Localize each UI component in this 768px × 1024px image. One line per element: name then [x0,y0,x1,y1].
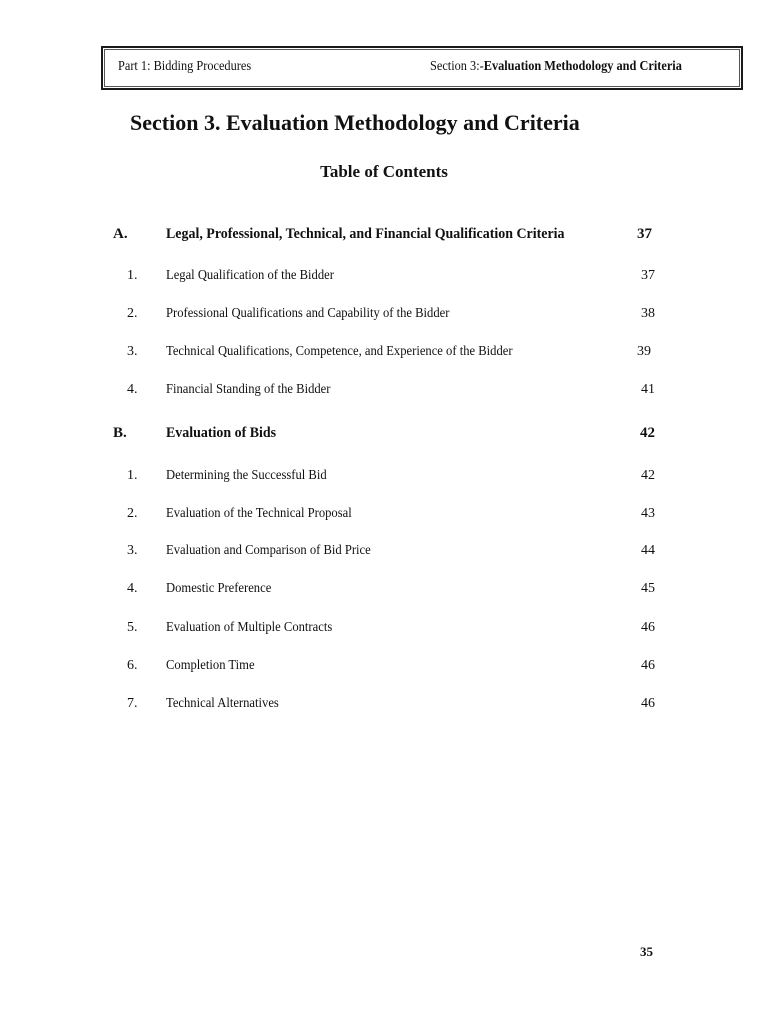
toc-item-page: 46 [641,658,655,673]
toc-item-title: Technical Alternatives [166,696,279,711]
toc-item-page: 46 [641,620,655,635]
toc-item-number: 2. [127,506,138,521]
toc-item-page: 42 [641,468,655,483]
toc-item-page: 46 [641,696,655,711]
toc-section-page: 37 [637,226,652,242]
header-section-prefix: Section 3:- [430,59,484,74]
toc-item-title: Professional Qualifications and Capability of the Bidder [166,306,450,321]
toc-item[interactable] [0,468,768,490]
toc-item-title: Evaluation of the Technical Proposal [166,506,352,521]
toc-item-number: 4. [127,382,138,397]
toc-item-number: 7. [127,696,138,711]
toc-section-page: 42 [640,425,655,441]
toc-item[interactable] [0,382,768,404]
header-section-title: Evaluation Methodology and Criteria [483,59,682,74]
toc-section-b[interactable] [0,425,768,447]
toc-section-title: Evaluation of Bids [166,425,277,441]
toc-section-title: Legal, Professional, Technical, and Financial Qualification Criteria [166,226,565,242]
toc-item[interactable] [0,306,768,328]
toc-item-number: 1. [127,468,138,483]
toc-item-title: Legal Qualification of the Bidder [166,268,334,283]
toc-item-title: Technical Qualifications, Competence, and Experience of the Bidder [166,344,513,359]
toc-item-title: Evaluation and Comparison of Bid Price [166,543,371,558]
header-section-label [430,59,682,75]
toc-item-page: 38 [641,306,655,321]
toc-item-title: Financial Standing of the Bidder [166,382,331,397]
toc-item-page: 37 [641,268,655,283]
toc-item-title: Domestic Preference [166,581,272,596]
toc-item-number: 1. [127,268,138,283]
page-number: 35 [640,944,653,959]
toc-item-page: 44 [641,543,655,558]
toc-heading: Table of Contents [320,162,448,181]
toc-item-number: 4. [127,581,138,596]
toc-item[interactable] [0,620,768,642]
toc-item-page: 45 [641,581,655,596]
toc-item-page: 43 [641,506,655,521]
toc-item-title: Completion Time [166,658,255,673]
toc-section-a[interactable] [0,226,768,248]
toc-item[interactable] [0,658,768,680]
toc-item-number: 6. [127,658,138,673]
page-title: Section 3. Evaluation Methodology and Criteria [130,110,580,135]
running-header [101,46,743,90]
toc-item[interactable] [0,543,768,565]
toc-item[interactable] [0,696,768,718]
toc-item-number: 3. [127,344,138,359]
header-part-label: Part 1: Bidding Procedures [118,59,252,74]
toc-item-title: Determining the Successful Bid [166,468,327,483]
toc-item-page: 41 [641,382,655,397]
toc-section-letter: A. [113,226,128,242]
toc-item[interactable] [0,344,768,366]
toc-item-number: 5. [127,620,138,635]
toc-item-title: Evaluation of Multiple Contracts [166,620,333,635]
toc-item[interactable] [0,506,768,528]
toc-item[interactable] [0,268,768,290]
toc-item-number: 3. [127,543,138,558]
toc-item[interactable] [0,581,768,603]
toc-item-page: 39 [637,344,651,359]
toc-section-letter: B. [113,425,127,441]
toc-item-number: 2. [127,306,138,321]
